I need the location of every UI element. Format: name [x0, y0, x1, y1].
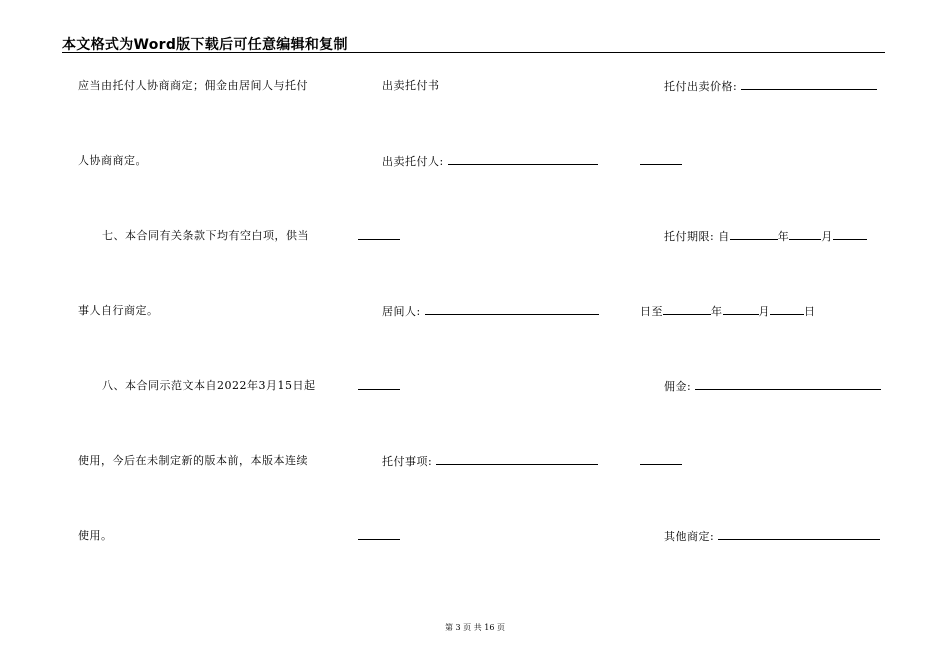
price-label: 托付出卖价格: [664, 80, 738, 93]
mid-line-seller [382, 154, 598, 169]
other-field[interactable] [718, 529, 880, 540]
blank-underline[interactable] [640, 154, 682, 165]
broker-field[interactable] [425, 304, 599, 315]
blank-underline[interactable] [640, 454, 682, 465]
broker-label: 居间人: [382, 305, 421, 318]
right-line-blank-2 [640, 454, 682, 469]
period-end-day-field[interactable] [770, 304, 804, 315]
period-end-month-field[interactable] [723, 304, 759, 315]
other-label: 其他商定: [664, 530, 715, 543]
mid-line-blank-2 [358, 379, 400, 394]
blank-underline[interactable] [358, 229, 400, 240]
price-field[interactable] [741, 79, 877, 90]
right-line-commission [664, 379, 881, 394]
mid-line-title: 出卖托付书 [382, 79, 440, 92]
document-header-title: 本文格式为Word版下载后可任意编辑和复制 [62, 37, 348, 53]
left-line-6: 使用，今后在未制定新的版本前，本版本连续 [78, 454, 308, 467]
right-line-blank-1 [640, 154, 682, 169]
left-line-5: 八、本合同示范文本自2022年3月15日起 [102, 379, 316, 392]
month-unit: 月 [821, 230, 833, 243]
left-line-4: 事人自行商定。 [78, 304, 159, 317]
commission-field[interactable] [695, 379, 881, 390]
period-end-prefix: 日至 [640, 305, 663, 318]
period-start-month-field[interactable] [789, 229, 821, 240]
right-line-other [664, 529, 880, 544]
page-number: 第 3 页 共 16 页 [445, 623, 505, 632]
matters-field[interactable] [436, 454, 598, 465]
year-unit: 年 [711, 305, 723, 318]
header-rule [62, 52, 885, 53]
seller-label: 出卖托付人: [382, 155, 444, 168]
right-line-period-end [640, 304, 816, 319]
right-line-period [664, 229, 867, 244]
period-end-year-field[interactable] [663, 304, 711, 315]
right-line-price [664, 79, 877, 94]
day-unit: 日 [804, 305, 816, 318]
mid-line-broker [382, 304, 599, 319]
period-label: 托付期限: 自 [664, 230, 730, 243]
month-unit: 月 [758, 305, 770, 318]
left-line-2: 人协商商定。 [78, 154, 147, 167]
matters-label: 托付事项: [382, 455, 433, 468]
period-start-year-field[interactable] [730, 229, 778, 240]
commission-label: 佣金: [664, 380, 692, 393]
left-line-1: 应当由托付人协商商定；佣金由居间人与托付 [78, 79, 308, 92]
mid-line-matters [382, 454, 598, 469]
blank-underline[interactable] [358, 379, 400, 390]
year-unit: 年 [777, 230, 790, 243]
seller-field[interactable] [448, 154, 598, 165]
period-start-day-field[interactable] [833, 229, 867, 240]
left-line-3: 七、本合同有关条款下均有空白项，供当 [102, 229, 309, 242]
blank-underline[interactable] [358, 529, 400, 540]
mid-line-blank-1 [358, 229, 400, 244]
mid-line-blank-3 [358, 529, 400, 544]
left-line-7: 使用。 [78, 529, 113, 542]
